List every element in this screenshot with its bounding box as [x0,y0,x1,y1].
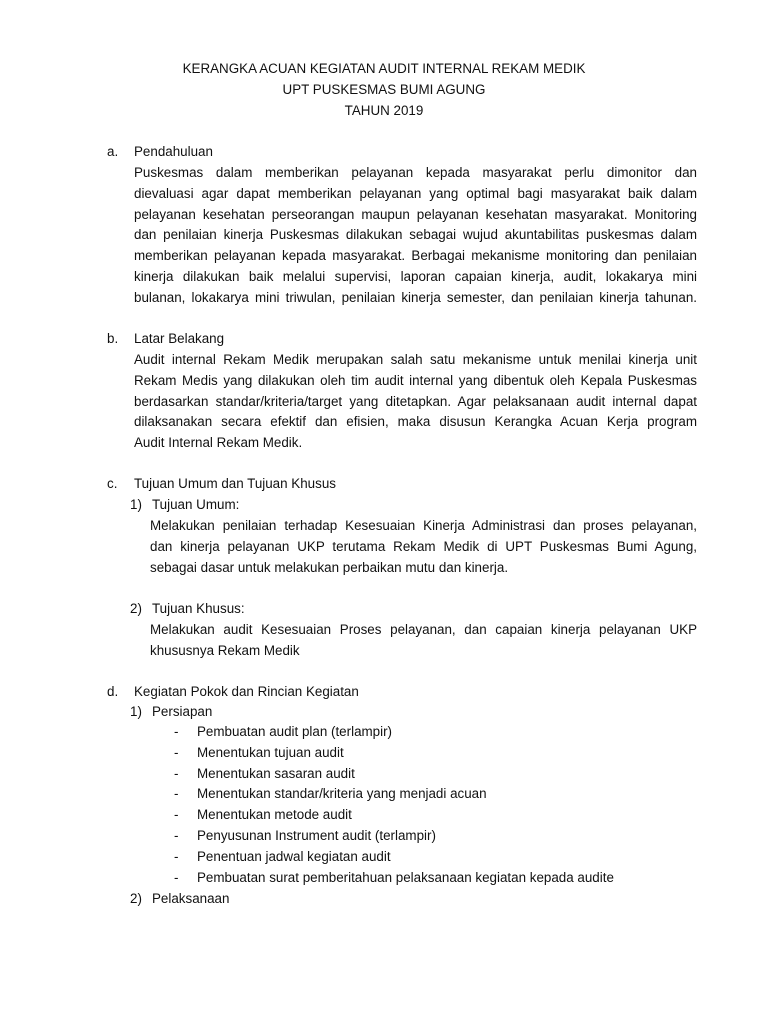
title-line-1: KERANGKA ACUAN KEGIATAN AUDIT INTERNAL REKAM MEDIK [182,61,586,76]
paragraph-line: Audit internal Rekam Medik merupakan salah satu mekanisme untuk menilai kinerja unit [134,352,697,367]
dash-bullet: - [174,744,179,760]
section-b-letter: b. [107,331,119,346]
persiapan-item [130,702,212,723]
list-item [0,722,768,743]
paragraph-line: berdasarkan standar/kriteria/target yang ditetapkan. Agar pelaksanaan audit internal dapat [134,393,697,409]
list-item-text: Menentukan sasaran audit [197,765,355,781]
paragraph-line: bulanan, lokakarya mini triwulan, penilaian kinerja semester, dan penilaian kinerja tahunan. [134,289,697,305]
paragraph-line: Audit Internal Rekam Medik. [134,435,303,451]
list-item [0,784,768,805]
paragraph-line: dilaksanakan secara efektif dan efisien, maka disusun Kerangka Acuan Kerja program [134,414,697,430]
paragraph-line: pelayanan kesehatan perseorangan maupun pelayanan kesehatan masyarakat. Monitoring [134,206,697,222]
section-d-letter: d. [107,684,119,699]
list-item [0,743,768,764]
list-item [0,868,768,889]
section-a-letter: a. [107,144,119,159]
tujuan-khusus-item [130,599,245,620]
section-b-paragraph [134,350,697,454]
list-item-text: Pembuatan audit plan (terlampir) [197,724,393,739]
paragraph-line: memberikan pelayanan kepada masyarakat. Berbagai mekanisme monitoring dan penilaian [134,248,697,264]
list-item [0,805,768,826]
section-c-letter: c. [107,476,118,491]
dash-bullet: - [174,786,179,802]
paragraph-line: Melakukan penilaian terhadap Kesesuaian Kinerja Administrasi dan proses pelayanan, [150,518,697,533]
tujuan-umum-paragraph [150,516,697,578]
pelaksanaan-item [130,889,229,910]
tujuan-khusus-paragraph [150,620,697,662]
list-item-text: Pembuatan surat pemberitahuan pelaksanaan kegiatan kepada audite [197,869,614,885]
list-item-text: Penyusunan Instrument audit (terlampir) [197,827,436,843]
item-label: Persiapan [152,704,213,719]
paragraph-line: dievaluasi agar dapat memberikan pelayanan yang optimal bagi masyarakat baik dalam [134,185,697,201]
paragraph-line: Melakukan audit Kesesuaian Proses pelayanan, dan capaian kinerja pelayanan UKP [150,622,697,637]
list-item-text: Menentukan standar/kriteria yang menjadi acuan [197,786,487,802]
paragraph-line: sebagai dasar untuk melakukan perbaikan mutu dan kinerja. [150,559,509,575]
section-c-heading: Tujuan Umum dan Tujuan Khusus [134,476,336,491]
paragraph-line: kinerja dilakukan baik melalui supervisi, laporan capaian kinerja, audit, lokakarya mini [134,268,697,284]
dash-bullet: - [174,765,179,781]
item-label: Tujuan Khusus: [152,601,245,616]
item-number: 2) [130,891,142,906]
paragraph-line: Puskesmas dalam memberikan pelayanan kepada masyarakat perlu dimonitor dan [134,165,697,180]
list-item-text: Penentuan jadwal kegiatan audit [197,848,391,864]
persiapan-list [0,722,768,888]
list-item [0,764,768,785]
list-item [0,847,768,868]
section-a-heading: Pendahuluan [134,144,213,159]
item-number: 2) [130,601,142,616]
title-line-2: UPT PUSKESMAS BUMI AGUNG [282,81,486,97]
list-item-text: Menentukan metode audit [197,807,352,823]
paragraph-line: dan kinerja pelayanan UKP terutama Rekam Medik di UPT Puskesmas Bumi Agung, [150,538,697,554]
section-d-heading: Kegiatan Pokok dan Rincian Kegiatan [134,684,359,699]
dash-bullet: - [174,869,179,885]
item-number: 1) [130,704,142,719]
dash-bullet: - [174,807,179,823]
document-title [0,59,768,121]
item-label: Tujuan Umum: [152,497,240,512]
paragraph-line: khususnya Rekam Medik [150,642,300,658]
item-number: 1) [130,497,142,512]
paragraph-line: dan penilaian kinerja Puskesmas dilakukan sebagai wujud akuntabilitas puskesmas dalam [134,227,697,243]
section-a-paragraph [134,163,697,309]
item-label: Pelaksanaan [152,891,230,906]
dash-bullet: - [174,848,179,864]
list-item-text: Menentukan tujuan audit [197,744,344,760]
tujuan-umum-item [130,495,239,516]
dash-bullet: - [174,724,179,739]
section-b-heading: Latar Belakang [134,331,225,346]
list-item [0,826,768,847]
title-line-3: TAHUN 2019 [344,102,424,118]
dash-bullet: - [174,827,179,843]
paragraph-line: Rekam Medis yang dilakukan oleh tim audit internal yang dibentuk oleh Kepala Puskesmas [134,372,697,388]
